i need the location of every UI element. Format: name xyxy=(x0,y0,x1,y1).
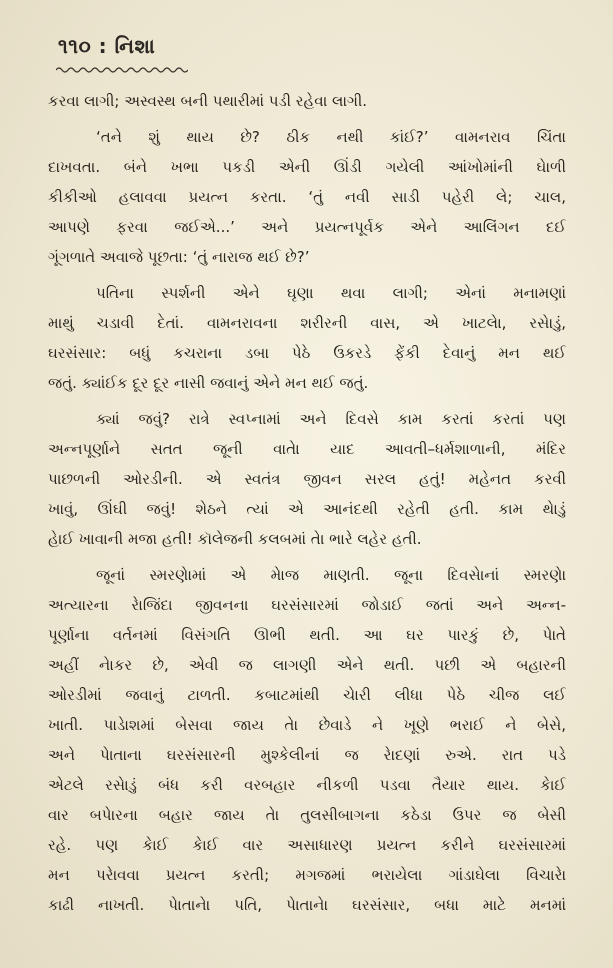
text-line: ખાવું, ઊંઘી જવું! શેઠને ત્યાં એ આનંદથી રહેતી હતી. કામ થેાડું xyxy=(48,500,566,518)
page-header: ૧૧૦ : નિશા xyxy=(58,34,156,58)
text-line: અન્નપૂર્ણાને સતત જૂની વાતેા યાદ આવતી–ધર્મશાળાની, મંદિર xyxy=(48,440,566,458)
body-text xyxy=(48,86,566,920)
text-line: કાઢી નાખતી. પેાતાનેા પતિ, પેાતાનેા ઘરસંસાર, બધા માટે મનમાં xyxy=(48,896,566,914)
text-line: અહીં નેાકર છે, એવી જ લાગણી એને થતી. પછી એ બહારની xyxy=(48,656,566,674)
text-line: આપણે ફરવા જઈએ...’ અને પ્રયત્નપૂર્વક એને આલિંગન દઈ xyxy=(48,218,566,236)
text-line: કીકીઓ હલાવવા પ્રયત્ન કરતા. ‘તું નવી સાડી પહેરી લે; ચાલ, xyxy=(48,188,566,206)
text-line: એટલે રસેાડું બંધ કરી વરબહાર નીકળી પડવા તૈયાર થાય. કેાઈ xyxy=(48,776,566,794)
text-line: કરવા લાગી; અસ્વસ્થ બની પથારીમાં પડી રહેવા લાગી. xyxy=(48,92,368,110)
text-line: ઘરસંસાર: બધું કચરાના ડબા પેઠે ઉકરડે ફેંકી દેવાનું મન થઈ xyxy=(48,344,566,362)
text-line: અને પેાતાના ઘરસંસારની મુશ્કેલીનાં જ રેાદણાં રુએ. રાત પડે xyxy=(48,746,566,764)
header-wavy-rule xyxy=(56,66,188,74)
text-line: મન પરેાવવા પ્રયત્ન કરતી; મગજમાં ભરાયેલા ગાંડાઘેલા વિચારેા xyxy=(48,866,566,884)
text-line: હેાઈ ખાવાની મજા હતી! કૉલેજની કલબમાં તેા ભારે લહેર હતી. xyxy=(48,530,422,548)
text-line: વાર બપેારના બહાર જાય તેા તુલસીબાગના કઠેડા ઉપર જ બેસી xyxy=(48,806,566,824)
text-line: પૂર્ણાના વર્તનમાં વિસંગતિ ઊભી થતી. આ ઘર પારકું છે, પેાતે xyxy=(48,626,566,644)
text-line: અત્યારના રેાજિંદા જીવનના ઘરસંસારમાં જોડાઈ જતાં અને અન્ન- xyxy=(48,596,566,614)
text-line: જૂનાં સ્મરણેામાં એ મેાજ માણતી. જૂના દિવસેાનાં સ્મરણેા xyxy=(96,566,566,584)
text-line: ખાતી. પાડેાશમાં બેસવા જાય તેા છેવાડે ને ખૂણે ભરાઈ ને બેસે, xyxy=(48,716,566,734)
text-line: ક્યાં જવું? રાત્રે સ્વપ્નામાં અને દિવસે કામ કરતાં કરતાં પણ xyxy=(96,410,566,428)
text-line: રહે. પણ કેાઈ કેાઈ વાર અસાધારણ પ્રયત્ન કરીને ઘરસંસારમાં xyxy=(48,836,566,854)
text-line: પાછળની ઓરડીની. એ સ્વતંત્ર જીવન સરલ હતું! મહેનત કરવી xyxy=(48,470,566,488)
text-line: પતિના સ્પર્શની એને ઘૃણા થવા લાગી; એનાં મનામણાં xyxy=(96,284,566,302)
text-line: ‘તને શું થાય છે? ઠીક નથી કાંઈ?’ વામનરાવ ચિંતા xyxy=(96,128,566,146)
text-line: ગૂંગળાતે અવાજે પૂછતા: ‘તું નારાજ થઈ છે?’ xyxy=(48,248,310,266)
text-line: માથું ચડાવી દેતાં. વામનરાવના શરીરની વાસ, એ ખાટલેા, રસેાડું, xyxy=(48,314,566,332)
text-line: જતું. ક્યાંઈક દૂર દૂર નાસી જવાનું એને મન થઈ જતું. xyxy=(48,374,369,392)
text-line: ઓરડીમાં જવાનું ટાળતી. કબાટમાંથી ચેારી લીધા પેઠે ચીજ લઈ xyxy=(48,686,566,704)
text-line: દાખવતા. બંને ખભા પકડી એની ઊંડી ગયેલી આંખોમાંની ઘેાળી xyxy=(48,158,566,176)
